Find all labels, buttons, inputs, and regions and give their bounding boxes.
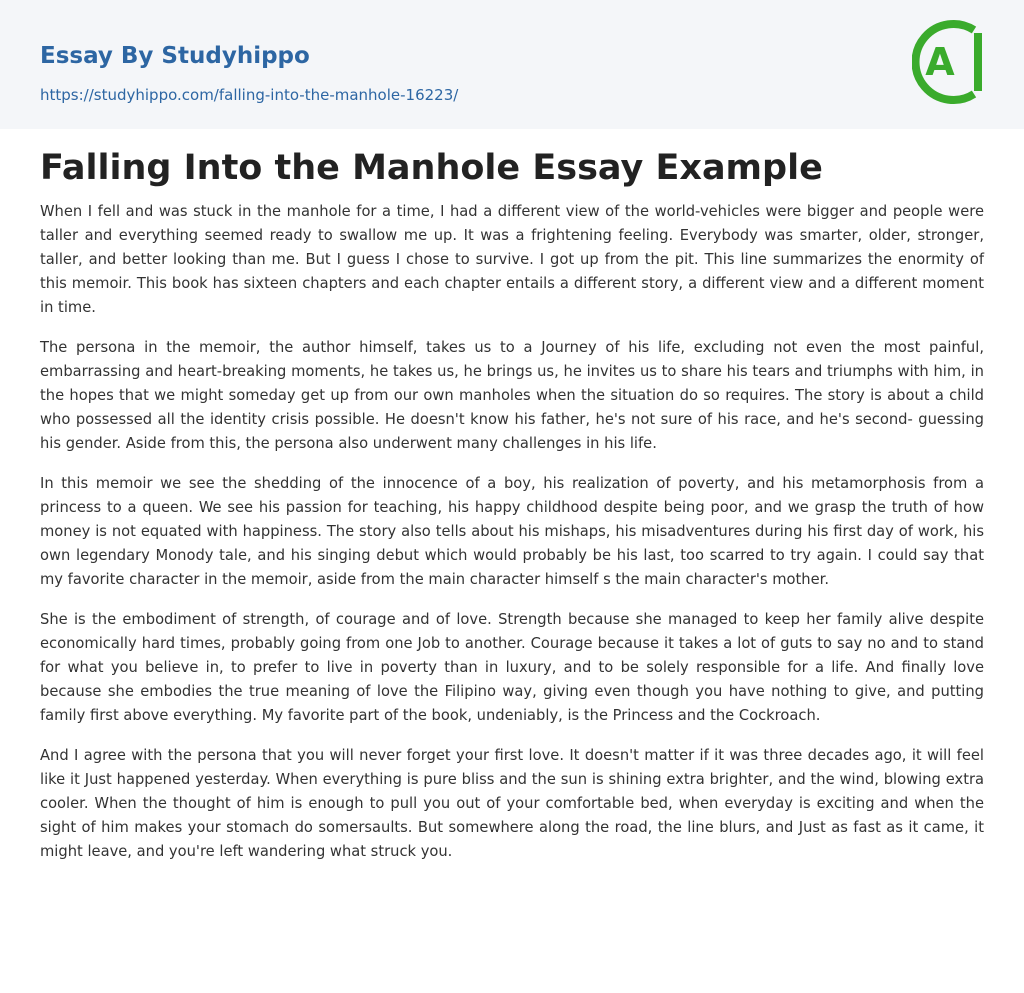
essay-paragraph: She is the embodiment of strength, of courage and of love. Strength because she managed to keep her family alive despite economically hard times, probably going from one Job to another. Courage because it takes a lot of guts to say no and to stand for what you believe in, to prefer to live in poverty than in luxury, and to be solely responsible for a life. And finally love because she embodies the true meaning of love the Filipino way, giving even though you have nothing to give, and putting family first above everything. My favorite part of the book, undeniably, is the Princess and the Cockroach. (40, 611, 984, 724)
studyhippo-logo-icon[interactable] (912, 19, 988, 105)
essay-body (40, 200, 984, 880)
source-url-link[interactable]: https://studyhippo.com/falling-into-the-manhole-16223/ (40, 86, 459, 104)
essay-paragraph: In this memoir we see the shedding of the innocence of a boy, his realization of poverty, and his metamorphosis from a princess to a queen. We see his passion for teaching, his happy childhood despite being poor, and we grasp the truth of how money is not equated with happiness. The story also tells about his mishaps, his misadventures during his first day of work, his own legendary Monody tale, and his singing debut which would probably be his last, too scarred to try again. I could say that my favorite character in the memoir, aside from the main character himself s the main character's mother. (40, 475, 984, 588)
essay-paragraph: When I fell and was stuck in the manhole for a time, I had a different view of the world-vehicles were bigger and people were taller and everything seemed ready to swallow me up. It was a frightening feeling. Everybody was smarter, older, stronger, taller, and better looking than me. But I guess I chose to survive. I got up from the pit. This line summarizes the enormity of this memoir. This book has sixteen chapters and each chapter entails a different story, a different view and a different moment in time. (40, 203, 984, 316)
page-title: Falling Into the Manhole Essay Example (40, 148, 823, 188)
essay-paragraph: The persona in the memoir, the author himself, takes us to a Journey of his life, excluding not even the most painful, embarrassing and heart-breaking moments, he takes us, he brings us, he invites us to share his tears and triumphs with him, in the hopes that we might someday get up from our own manholes when the situation do so requires. The story is about a child who possessed all the identity crisis possible. He doesn't know his father, he's not sure of his race, and he's second- guessing his gender. Aside from this, the persona also underwent many challenges in his life. (40, 339, 984, 452)
logo-letter: A (925, 40, 955, 84)
brand-title[interactable]: Essay By Studyhippo (40, 43, 310, 69)
essay-paragraph: And I agree with the persona that you will never forget your first love. It doesn't matter if it was three decades ago, it will feel like it Just happened yesterday. When everything is pure bliss and the sun is shining extra brighter, and the wind, blowing extra cooler. When the thought of him is enough to pull you out of your comfortable bed, when everyday is exciting and when the sight of him makes your stomach do somersaults. But somewhere along the road, the line blurs, and Just as fast as it came, it might leave, and you're left wandering what struck you. (40, 747, 984, 860)
